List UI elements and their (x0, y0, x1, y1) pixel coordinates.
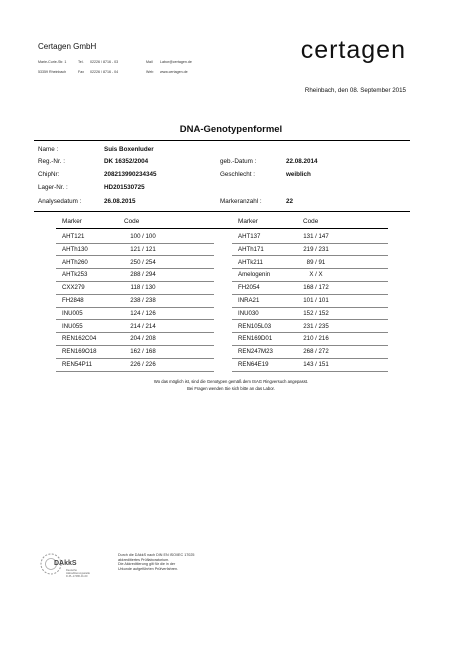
row-divider (56, 281, 214, 282)
accreditation-line-4: Urkunde aufgeführten Prüfverfahren. (118, 566, 179, 571)
geschlecht-label: Geschlecht : (220, 171, 255, 178)
marker-name: AHT121 (62, 233, 85, 240)
marker-code: 219 / 231 (303, 245, 329, 253)
marker-code: 204 / 208 (130, 335, 156, 343)
seal-sub2: Akkreditierungsstelle (66, 572, 90, 575)
accreditation-note (118, 553, 194, 571)
accreditation-line-1: Durch die DAkkS nach DIN EN ISO/IEC 17025 (118, 553, 195, 557)
place-date: Rheinbach, den 08. September 2015 (304, 87, 406, 94)
marker-name: INRA21 (238, 297, 260, 304)
marker-code: 210 / 216 (303, 335, 329, 343)
accreditation-line-3: Die Akkreditierung gilt für die in der (118, 562, 176, 567)
name-label: Name : (38, 146, 59, 153)
marker-code: 89 / 91 (306, 258, 326, 266)
analyse-value: 26.08.2015 (104, 198, 136, 205)
note-contact: Bei Fragen wenden Sie sich bitte an das Labor. (187, 386, 275, 391)
certagen-logo: certagen (300, 36, 406, 64)
marker-code: 238 / 238 (130, 297, 156, 304)
chip-label: ChipNr: (38, 171, 60, 178)
tel-value: 02226 / 8716 - 03 (90, 60, 119, 64)
marker-name: INU030 (238, 309, 259, 317)
marker-name: FH2054 (238, 284, 260, 292)
seal-sub3: D-PL-17486-01-00 (66, 575, 88, 578)
accreditation-line-2: akkreditiertes Prüflaboratorium. (118, 557, 170, 562)
header-code-right: Code (303, 218, 319, 225)
row-divider (232, 358, 388, 359)
row-divider (232, 371, 388, 372)
tel-label: Tel. (78, 60, 84, 64)
marker-name: REN247M23 (238, 348, 273, 356)
marker-name: AHT137 (238, 233, 261, 240)
document-title: DNA-Genotypenformel (179, 124, 283, 135)
marker-name: INU055 (62, 322, 83, 330)
row-divider (56, 243, 214, 244)
marker-name: REN169O18 (62, 348, 97, 356)
markeranzahl-value: 22 (286, 198, 294, 205)
info-rule (34, 211, 410, 212)
reg-label: Reg.-Nr. : (38, 158, 65, 165)
row-divider (232, 319, 388, 320)
marker-code: 168 / 172 (303, 284, 329, 292)
marker-name: AHTh171 (238, 245, 264, 253)
header-code-left: Code (124, 218, 140, 225)
fax-label: Fax (78, 70, 84, 74)
chip-value: 208213990234345 (104, 171, 157, 178)
analyse-label: Analysedatum : (38, 198, 82, 205)
company-name: Certagen GmbH (38, 42, 97, 51)
row-divider (56, 332, 214, 333)
marker-code: 121 / 121 (130, 245, 156, 253)
marker-code: X / X (309, 271, 323, 279)
row-divider (56, 345, 214, 346)
marker-code: 101 / 101 (303, 297, 329, 304)
geb-value: 22.08.2014 (286, 158, 318, 165)
row-divider (56, 319, 214, 320)
marker-code: 118 / 130 (130, 284, 156, 292)
web-value[interactable]: www.certagen.de (160, 70, 188, 74)
header-marker-left: Marker (62, 218, 82, 225)
row-divider (56, 268, 214, 269)
marker-name: REN162C04 (62, 335, 97, 343)
row-divider (232, 294, 388, 295)
marker-code: 152 / 152 (303, 309, 329, 317)
name-value: Suis Boxenluder (104, 146, 154, 153)
marker-code: 131 / 147 (303, 233, 329, 240)
marker-code: 100 / 100 (130, 233, 156, 240)
marker-name: AHTk253 (62, 271, 88, 279)
marker-code: 124 / 126 (130, 309, 156, 317)
web-label: Web (146, 70, 154, 74)
marker-name: FH2848 (62, 297, 84, 304)
address-city: 53359 Rheinbach (38, 70, 67, 74)
marker-code: 226 / 226 (130, 361, 156, 368)
geb-label: geb.-Datum : (220, 158, 257, 165)
row-divider (232, 255, 388, 256)
marker-name: REN54P11 (62, 361, 93, 368)
header-marker-right: Marker (238, 218, 258, 225)
lager-value: HD201530725 (104, 184, 145, 191)
marker-name: AHTk211 (238, 258, 263, 266)
address-street: Marie-Curie-Str. 1 (38, 60, 67, 64)
marker-name: CXX279 (62, 284, 85, 292)
fax-value: 02226 / 8716 - 04 (90, 70, 119, 74)
seal-text: DAkkS (54, 560, 77, 567)
row-divider (56, 255, 214, 256)
row-divider (56, 307, 214, 308)
row-divider (232, 268, 388, 269)
marker-name: AHTh260 (62, 258, 88, 266)
marker-name: REN64E19 (238, 361, 269, 368)
header-rule (56, 228, 388, 229)
reg-value: DK 16352/2004 (104, 158, 149, 165)
marker-code: 143 / 151 (303, 361, 329, 368)
marker-name: REN105L03 (238, 322, 272, 330)
row-divider (56, 294, 214, 295)
marker-code: 268 / 272 (303, 348, 329, 356)
lager-label: Lager-Nr. : (38, 184, 68, 191)
row-divider (56, 358, 214, 359)
seal-sub1: Deutsche (66, 569, 77, 572)
row-divider (232, 243, 388, 244)
marker-code: 214 / 214 (130, 322, 156, 330)
title-rule (34, 140, 410, 141)
dakks-seal (40, 552, 102, 584)
row-divider (232, 307, 388, 308)
row-divider (232, 345, 388, 346)
marker-name: AHTh130 (62, 245, 88, 253)
markeranzahl-label: Markeranzahl : (220, 198, 262, 205)
mail-value[interactable]: Labor@certagen.de (160, 60, 192, 64)
note-isag: Wo das möglich ist, sind die Genotypen gemäß dem ISAG Ringversuch angepasst. (153, 379, 309, 384)
mail-label: Mail (146, 60, 153, 64)
row-divider (232, 332, 388, 333)
geschlecht-value: weiblich (286, 171, 311, 178)
row-divider (232, 281, 388, 282)
marker-code: 162 / 168 (130, 348, 156, 356)
marker-code: 288 / 294 (130, 271, 156, 279)
marker-name: INU005 (62, 309, 83, 317)
row-divider (56, 371, 214, 372)
marker-name: REN169D01 (238, 335, 273, 343)
marker-name: Amelogenin (238, 271, 271, 279)
marker-code: 231 / 235 (303, 322, 329, 330)
marker-code: 250 / 254 (130, 258, 156, 266)
